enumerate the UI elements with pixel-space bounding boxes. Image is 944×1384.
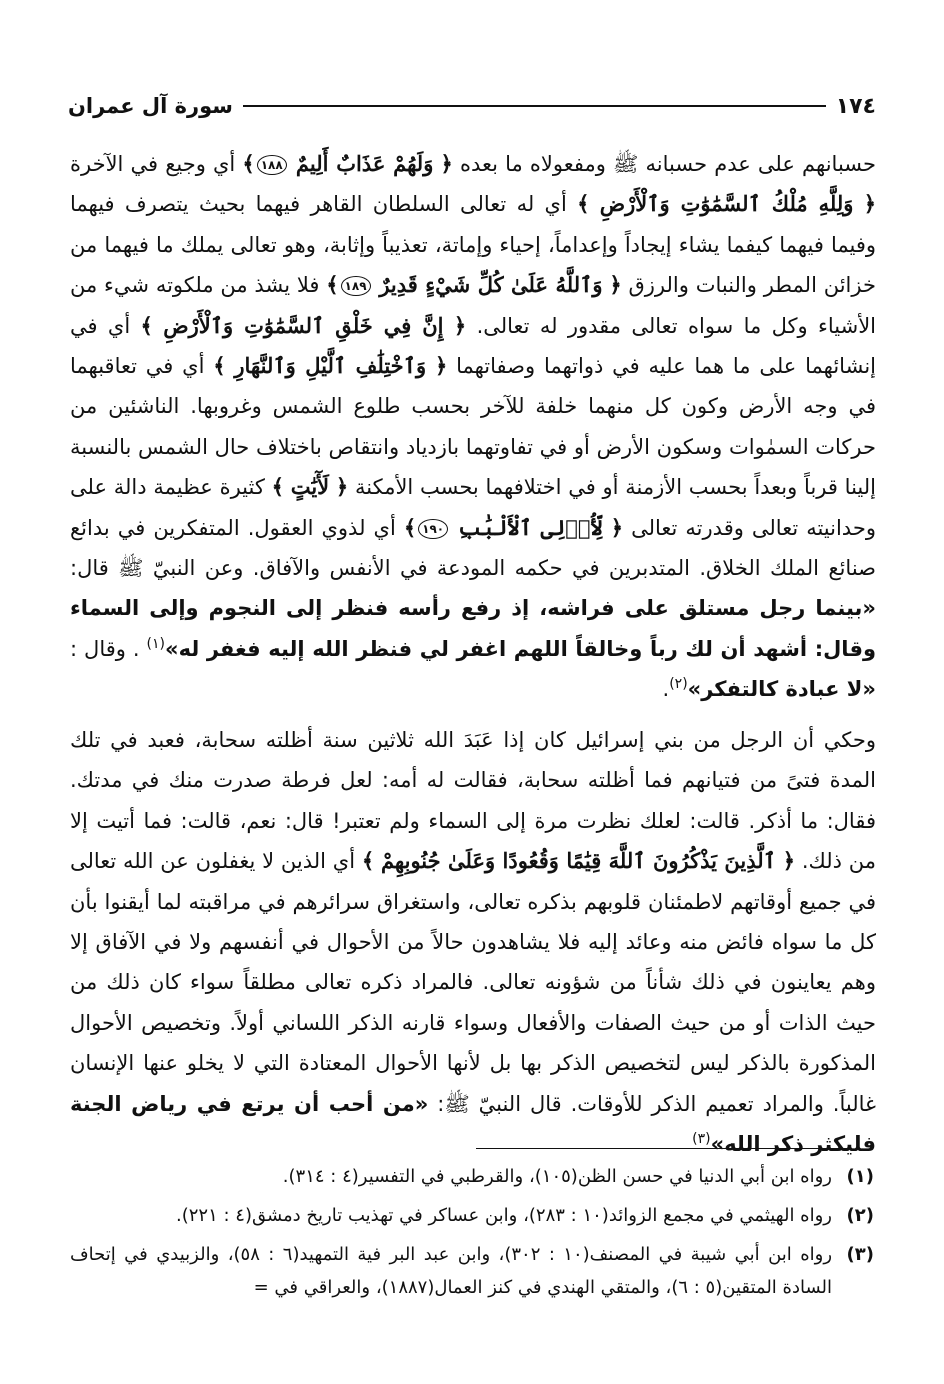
ayah-number: ١٨٨ <box>257 155 287 175</box>
running-header <box>68 88 876 124</box>
hadith-quote: «لا عبادة كالتفكر» <box>687 677 876 702</box>
quran-verse: لِّأُو۟لِى ٱلْأَلْبَٰبِ <box>458 514 603 540</box>
header-rule <box>243 105 826 107</box>
footnote-number: (٣) <box>846 1244 874 1265</box>
text-run: أي الذين لا يغفلون عن الله تعالى في جميع أوقاتهم لاطمئنان قلوبهم بذكره تعالى، واستغراق سرائرهم في مراقبته لما أيقنوا بأن كل ما سواه فائض منه وعائد إليه فلا يشاهدون حالاً من الأحوال في أنفسهم ولا في الآفاق إلا وهم يعاينون في ذلك شأناً من شؤونه تعالى. فالمراد ذكره تعالى مطلقاً سواء كان ذلك من حيث الذات أو من حيث الصفات والأفعال وسواء قارنه الذكر اللساني أولاً. وتخصيص الأحوال المذكورة بالذكر ليس لتخصيص الذكر بها بل لأنها الأحوال المعتادة التي لا يخلو عنها الإنسان غالباً. والمراد تعميم الذكر للأوقات. قال النبيّ ﷺ: <box>70 849 876 1116</box>
text-run: أي لذوي العقول. المتفكرين في بدائع صنائع الملك الخلاق. المتدبرين في حكمه المودعة في الأنفس والآفاق. وعن النبيّ ﷺ قال: <box>70 515 876 581</box>
text-run: أي له تعالى السلطان القاهر فيهما بحيث يتصرف فيهما وفيما فيهما كيفما يشاء إيجاداً وإعداماً، إحياء وإماتة، تعذيباً وإثابة، وهو تعالى يملك ما فيهما من خزائن المطر والنبات والرزق <box>70 192 876 298</box>
page-number: ١٧٤ <box>835 93 876 119</box>
text-run: أي وجيع في الآخرة <box>70 152 236 176</box>
ayah-number: ١٨٩ <box>341 276 371 296</box>
text-run: حسبانهم على عدم حسبانه ﷺ ومفعولاه ما بعده <box>459 152 877 176</box>
text-run: وحكي أن الرجل من بني إسرائيل كان إذا عَبَدَ الله ثلاثين سنة أظلته سحابة، فعبد في تلك المدة فتىً من فتيانهم فما أظلته سحابة، فقالت له أمه: لعل فرطة صدرت منك في مدتك. فقال: ما أذكر. قالت: لعلك نظرت مرة إلى السماء ولم تعتبر! قال: نعم، قالت: فما أتيت إلا من ذلك. <box>70 728 876 874</box>
hadith-quote: «بينما رجل مستلق على فراشه، إذ رفع رأسه فنظر إلى النجوم وإلى السماء وقال: أشهد أن لك رباً وخالقاً اللهم اغفر لي فنظر الله إليه فغفر له» <box>70 596 876 661</box>
footnote-number: (٢) <box>846 1205 874 1226</box>
text-run: كثيرة عظيمة دالة على وحدانيته تعالى وقدرته تعالى <box>70 475 876 540</box>
paragraph-text: حسبانهم على عدم حسبانه ﷺ ومفعولاه ما بعده ﴿ وَلَهُمْ عَذَابٌ أَلِيمٌ ١٨٨﴾ أي وجيع في الآخرة ﴿ وَلِلَّهِ مُلْكُ ٱلسَّمَٰوَٰتِ وَٱلْأَرْضِ ﴾ أي له تعالى السلطان القاهر فيهما بحيث يتصرف فيهما وفيما فيهما كيفما يشاء إيجاداً وإعداماً، إحياء وإماتة، تعذيباً وإثابة، وهو تعالى يملك ما فيهما من خزائن المطر والنبات والرزق ﴿ وَٱللَّهُ عَلَىٰ كُلِّ شَيْءٍ قَدِيرٌ ١٨٩﴾ فلا يشذ من ملكوته شيء من الأشياء وكل ما سواه تعالى مقدور له تعالى. ﴿ إِنَّ فِي خَلْقِ ٱلسَّمَٰوَٰتِ وَٱلْأَرْضِ ﴾ أي في إنشائهما على ما هما عليه في ذواتهما وصفاتهما ﴿ وَٱخْتِلَٰفِ ٱلَّيْلِ وَٱلنَّهَارِ ﴾ أي في تعاقبهما في وجه الأرض وكون كل منهما خلفة للآخر بحسب طلوع الشمس وغروبها. الناشئين من حركات السمٰوات وسكون الأرض أو في تفاوتهما بازدياد وانتقاص باختلاف حال الشمس بالنسبة إلينا قرباً وبعداً بحسب الأزمنة أو في اختلافهما بحسب الأمكنة ﴿ لَأٓيَٰتٍ ﴾ كثيرة عظيمة دالة على وحدانيته تعالى وقدرته تعالى ﴿ لِّأُو۟لِى ٱلْأَلْبَٰبِ ١٩٠﴾ أي لذوي العقول. المتفكرين في بدائع صنائع الملك الخلاق. المتدبرين في حكمه المودعة في الأنفس والآفاق. وعن النبيّ ﷺ قال: «بينما رجل مستلق على فراشه، إذ رفع رأسه فنظر إلى النجوم وإلى السماء وقال: أشهد أن لك رباً وخالقاً اللهم اغفر لي فنظر الله إليه فغفر له»$^{(١)}$ . وقال : «لا عبادة كالتفكر»$^{(٢)}$. <box>70 151 877 702</box>
footnotes <box>70 1160 874 1310</box>
footnote-separator <box>476 1148 848 1149</box>
footnote-text: رواه ابن أبي شيبة في المصنف(١٠ : ٣٠٢)، وابن عبد البر فية التمهيد(٦ : ٥٨)، والزبيدي في إتحاف السادة المتقين(٥ : ٦)، والمتقي الهندي في كنز العمال(١٨٨٧)، والعراقي في = <box>70 1244 833 1298</box>
text-run: أي في تعاقبهما في وجه الأرض وكون كل منهما خلفة للآخر بحسب طلوع الشمس وغروبها. الناشئين من حركات السمٰوات وسكون الأرض أو في تفاوتهما بازدياد وانتقاص باختلاف حال الشمس بالنسبة إلينا قرباً وبعداً بحسب الأزمنة أو في اختلافهما بحسب الأمكنة <box>70 354 876 500</box>
footnote-item <box>70 1160 874 1193</box>
footnote-number: (١) <box>846 1166 874 1187</box>
surah-title: سورة آل عمران <box>68 94 233 118</box>
footnote-ref: (٣) <box>692 1131 711 1148</box>
footnote-text: رواه ابن أبي الدنيا في حسن الظن(١٠٥)، والقرطبي في التفسير(٤ : ٣١٤). <box>282 1166 832 1187</box>
quran-verse: وَلِلَّهِ مُلْكُ ٱلسَّمَٰوَٰتِ وَٱلْأَرْضِ <box>599 191 854 217</box>
ayah-number: ١٩٠ <box>418 519 448 539</box>
quran-verse: وَلَهُمْ عَذَابٌ أَلِيمٌ <box>295 151 434 176</box>
quran-verse: ٱلَّذِينَ يَذْكُرُونَ ٱللَّهَ قِيَٰمًا وَقُعُودًا وَعَلَىٰ جُنُوبِهِمْ <box>380 848 776 874</box>
quran-verse: إِنَّ فِي خَلْقِ ٱلسَّمَٰوَٰتِ وَٱلْأَرْضِ <box>163 312 444 338</box>
hadith-quote: «من أحب أن يرتع في رياض الجنة فليكثر ذكر الله» <box>70 1091 876 1157</box>
quran-verse: وَٱخْتِلَٰفِ ٱلَّيْلِ وَٱلنَّهَارِ <box>234 353 427 379</box>
paragraph-text: وحكي أن الرجل من بني إسرائيل كان إذا عَبَدَ الله ثلاثين سنة أظلته سحابة، فعبد في تلك المدة فتىً من فتيانهم فما أظلته سحابة، فقالت له أمه: لعل فرطة صدرت منك في مدتك. فقال: ما أذكر. قالت: لعلك نظرت مرة إلى السماء ولم تعتبر! قال: نعم، قالت: فما أتيت إلا من ذلك. ﴿ ٱلَّذِينَ يَذْكُرُونَ ٱللَّهَ قِيَٰمًا وَقُعُودًا وَعَلَىٰ جُنُوبِهِمْ ﴾ أي الذين لا يغفلون عن الله تعالى في جميع أوقاتهم لاطمئنان قلوبهم بذكره تعالى، واستغراق سرائرهم في مراقبته لما أيقنوا بأن كل ما سواه فائض منه وعائد إليه فلا يشاهدون حالاً من الأحوال في أنفسهم ولا في الآفاق إلا وهم يعاينون في ذلك شأناً من شؤونه تعالى. فالمراد ذكره تعالى مطلقاً سواء كان ذلك من حيث الذات أو من حيث الصفات والأفعال وسواء قارنه الذكر اللساني أولاً. وتخصيص الأحوال المذكورة بالذكر ليس لتخصيص الذكر بها بل لأنها الأحوال المعتادة التي لا يخلو عنها الإنسان غالباً. والمراد تعميم الذكر للأوقات. قال النبيّ ﷺ: «من أحب أن يرتع في رياض الجنة فليكثر ذكر الله»$^{(٣)}$ <box>70 728 876 1157</box>
footnote-text: رواه الهيثمي في مجمع الزوائد(١٠ : ٢٨٣)، وابن عساكر في تهذيب تاريخ دمشق(٤ : ٢٢١). <box>176 1205 832 1226</box>
text-run: . <box>662 677 670 702</box>
tafsir-paragraph-2 <box>70 720 876 1164</box>
tafsir-paragraph-1 <box>70 144 876 710</box>
footnote-item <box>70 1199 874 1232</box>
quran-verse: وَٱللَّهُ عَلَىٰ كُلِّ شَيْءٍ قَدِيرٌ <box>379 272 603 298</box>
footnote-ref: (١) <box>146 635 166 652</box>
text-run: . وقال : <box>70 636 140 661</box>
quran-verse: لَأٓيَٰتٍ <box>290 474 330 500</box>
footnote-ref: (٢) <box>669 676 688 693</box>
text-run: فلا يشذ من ملكوته شيء من الأشياء وكل ما سواه تعالى مقدور له تعالى. <box>70 273 877 338</box>
footnote-item <box>70 1238 874 1304</box>
text-run: أي في إنشائهما على ما هما عليه في ذواتهما وصفاتهما <box>70 313 876 379</box>
